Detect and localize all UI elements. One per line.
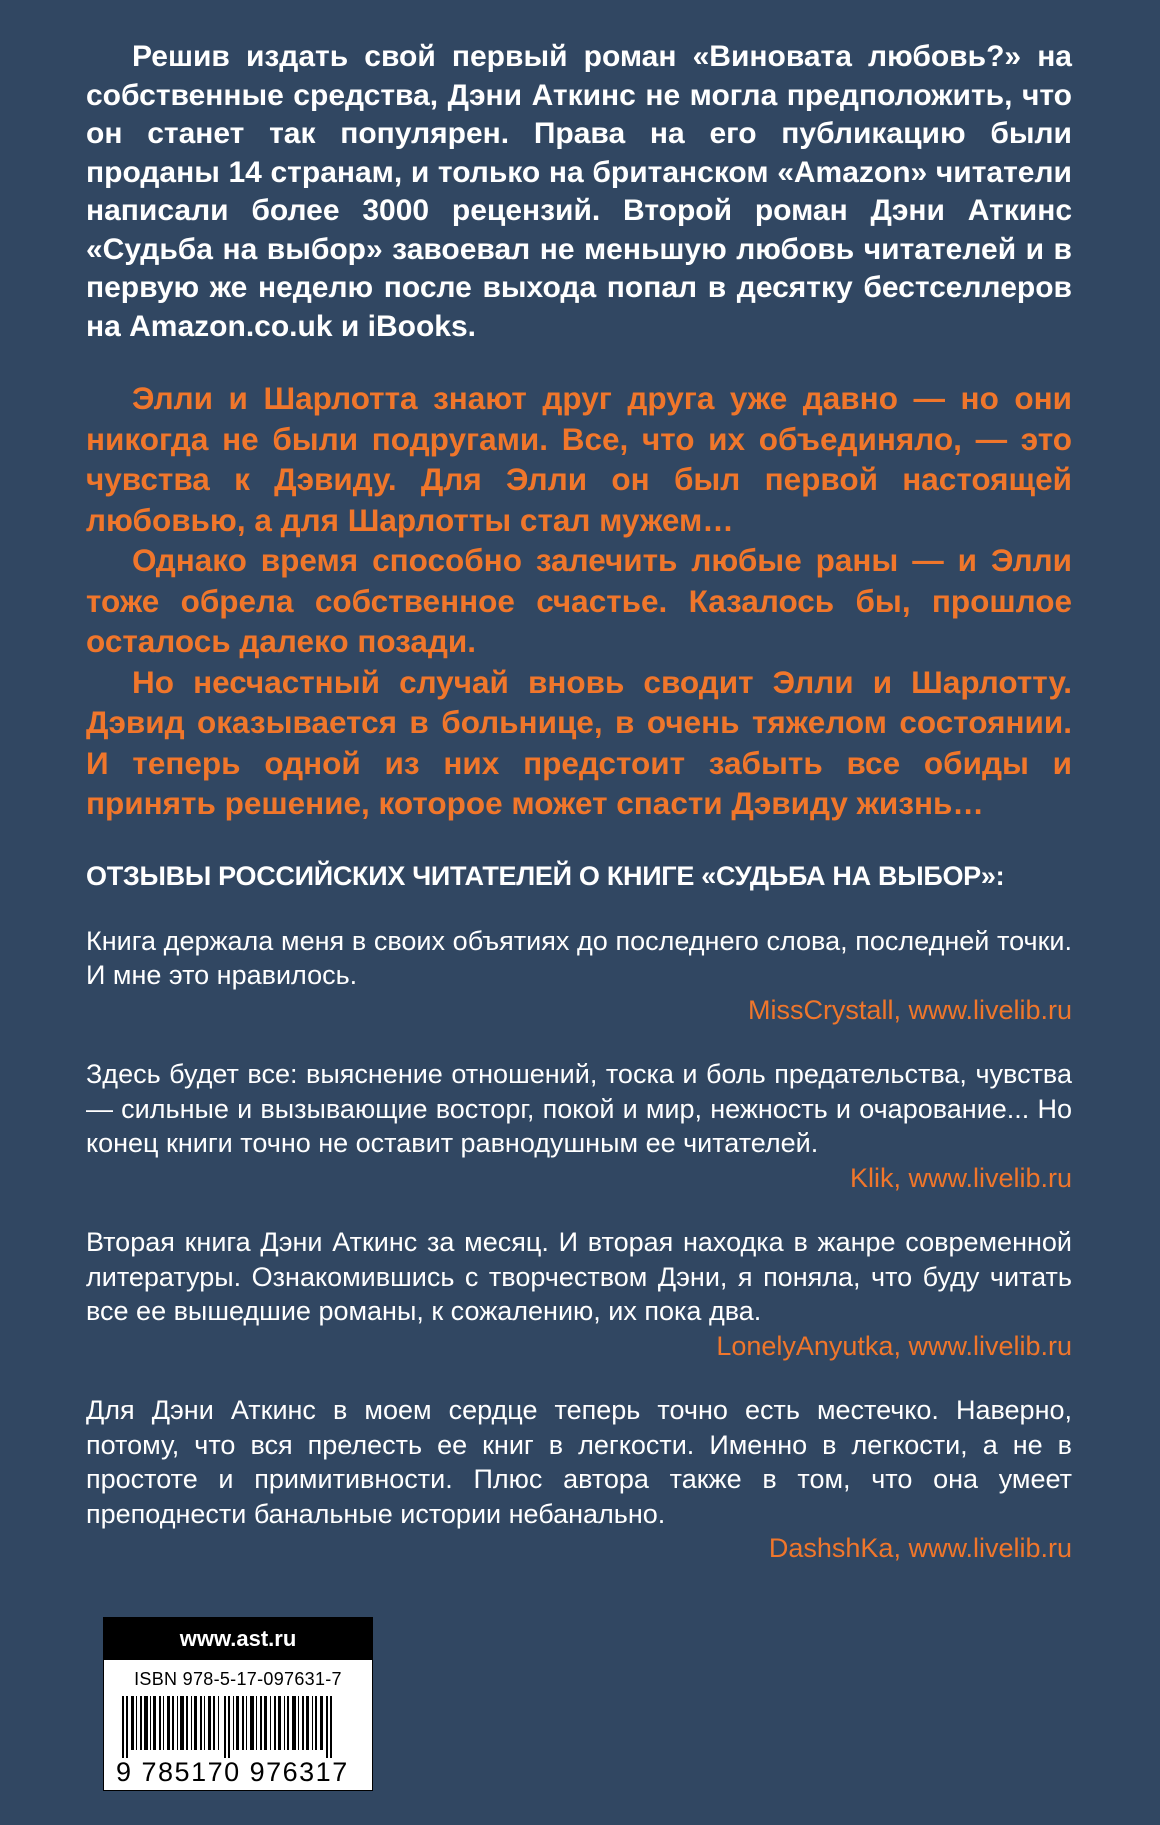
barcode-icon bbox=[114, 1696, 362, 1758]
review-source: LonelyAnyutka, www.livelib.ru bbox=[716, 1330, 1072, 1361]
back-cover-text bbox=[86, 38, 1072, 1566]
review-source: DashshKa, www.livelib.ru bbox=[768, 1533, 1072, 1563]
barcode-block bbox=[103, 1617, 373, 1791]
review-item bbox=[86, 924, 1072, 1028]
review-text: Книга держала меня в своих объятиях до последнего слова, последней точки. И мне это нравилось. bbox=[86, 925, 1072, 990]
barcode-digits: 9 785170 976317 bbox=[116, 1757, 349, 1787]
plot-section bbox=[86, 378, 1072, 824]
review-item bbox=[86, 1057, 1072, 1195]
isbn-label: ISBN 978-5-17-097631-7 bbox=[134, 1669, 342, 1689]
intro-section bbox=[86, 38, 1072, 346]
review-text: Вторая книга Дэни Аткинс за месяц. И вторая находка в жанре современной литературы. Ознакомившись с творчеством Дэни, я поняла, что буду читать все ее вышедшие романы, к сожалению, их пока два. bbox=[86, 1227, 1072, 1326]
review-item bbox=[86, 1225, 1072, 1363]
review-source: Klik, www.livelib.ru bbox=[849, 1162, 1072, 1193]
plot-paragraph: Но несчастный случай вновь сводит Элли и Шарлотту. Дэвид оказывается в больнице, в очень тяжелом состоянии. И теперь одной из них предстоит забыть все обиды и принять решение, которое может спасти Дэвиду жизнь… bbox=[86, 663, 1072, 821]
reviews-heading: ОТЗЫВЫ РОССИЙСКИХ ЧИТАТЕЛЕЙ О КНИГЕ «СУДЬБА НА ВЫБОР»: bbox=[86, 860, 1005, 891]
review-text: Для Дэни Аткинс в моем сердце теперь точно есть местечко. Наверно, потому, что вся прелесть ее книг в легкости. Именно в легкости, а не в простоте и примитивности. Плюс автора также в том, что она умеет преподнести банальные истории небанально. bbox=[86, 1395, 1072, 1529]
publisher-url: www.ast.ru bbox=[104, 1618, 372, 1660]
review-source: MissCrystall, www.livelib.ru bbox=[747, 994, 1072, 1025]
plot-paragraph: Элли и Шарлотта знают друг друга уже давно — но они никогда не были подругами. Все, что их объединяло, — это чувства к Дэвиду. Для Элли он был первой настоящей любовью, а для Шарлотты стал мужем… bbox=[86, 380, 1072, 538]
plot-paragraph: Однако время способно залечить любые раны — и Элли тоже обрела собственное счастье. Казалось бы, прошлое осталось далеко позади. bbox=[86, 542, 1072, 659]
review-text: Здесь будет все: выяснение отношений, тоска и боль предательства, чувства — сильные и вызывающие восторг, покой и мир, нежность и очарование... Но конец книги точно не оставит равнодушным ее читателей. bbox=[86, 1059, 1072, 1158]
intro-paragraph: Решив издать свой первый роман «Виновата любовь?» на собственные средства, Дэни Аткинс не могла предположить, что он станет так популярен. Права на его публикацию были проданы 14 странам, и только на британском «Amazon» читатели написали более 3000 рецензий. Второй роман Дэни Аткинс «Судьба на выбор» завоевал не меньшую любовь читателей и в первую же неделю после выхода попал в десятку бестселлеров на Amazon.co.uk и iBooks. bbox=[86, 40, 1072, 343]
review-item bbox=[86, 1393, 1072, 1566]
